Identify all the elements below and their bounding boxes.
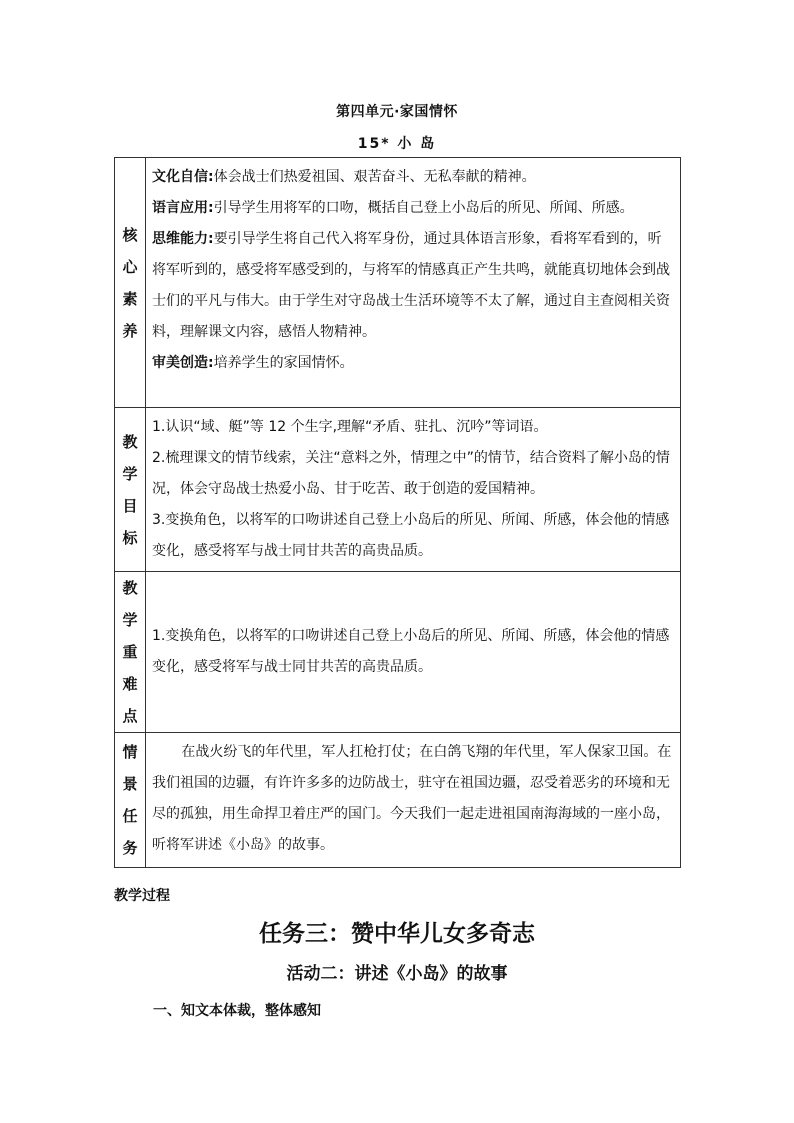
label-char: 任 [122,807,138,825]
unit-title: 第四单元·家国情怀 [336,104,458,120]
item-text: 引导学生用将军的口吻，概括自己登上小岛后的所见、所闻、所感。 [213,200,634,216]
item-key: 思维能力: [152,231,214,247]
core-item-aesthetic [152,348,674,379]
table-row-teaching-goals [115,408,681,572]
label-char: 核 [122,225,138,244]
core-item-culture [152,162,674,193]
key-points-label [115,572,146,733]
item-text: 要引导学生将自己代入将军身份，通过具体语言形象，看将军看到的，听将军听到的，感受将军感受到的，与将军的情感真正产生共鸣，就能真切地体会到战士们的平凡与伟大。由于学生对守岛战士生活环境等不太了解，通过自主查阅相关资料，理解课文内容，感悟人物精神。 [152,231,670,340]
lesson-plan-table [114,157,681,868]
label-char: 教 [122,579,138,597]
label-char: 学 [122,611,138,629]
label-char: 目 [122,496,138,515]
label-char: 情 [122,743,138,761]
task-title: 任务三：赞中华儿女多奇志 [259,920,535,947]
scenario-task-label [115,733,146,868]
table-row-core-literacy [115,158,681,408]
item-key: 语言应用: [152,200,214,216]
teaching-goals-label [115,408,146,572]
label-char: 学 [122,464,138,483]
key-point-item: 1.变换角色，以将军的口吻讲述自己登上小岛后的所见、所闻、所感，体会他的情感变化，感受将军与战士同甘共苦的高贵品质。 [152,628,670,675]
label-char: 难 [122,675,138,693]
section-title: 一、知文本体裁，整体感知 [153,1003,321,1019]
label-char: 务 [122,839,138,857]
label-char: 重 [122,643,138,661]
core-literacy-label [115,158,146,408]
item-text: 培养学生的家国情怀。 [213,355,354,371]
label-char: 养 [122,321,138,340]
label-char: 景 [122,775,138,793]
goal-item: 2.梳理课文的情节线索，关注“意料之外，情理之中”的情节，结合资料了解小岛的情况，体会守岛战士热爱小岛、甘于吃苦、敢于创造的爱国精神。 [152,450,670,497]
table-row-key-points [115,572,681,733]
core-item-language [152,193,674,224]
item-text: 体会战士们热爱祖国、艰苦奋斗、无私奉献的精神。 [213,169,536,185]
core-literacy-content [146,158,681,408]
label-char: 教 [122,432,138,451]
label-char: 点 [122,707,138,725]
item-key: 文化自信: [152,169,214,185]
item-key: 审美创造: [152,355,214,371]
lesson-title: 15* 小 岛 [357,136,437,152]
goal-item: 3.变换角色，以将军的口吻讲述自己登上小岛后的所见、所闻、所感，体会他的情感变化，感受将军与战士同甘共苦的高贵品质。 [152,512,670,559]
label-char: 标 [122,528,138,547]
process-heading: 教学过程 [114,888,170,904]
core-item-thinking [152,224,674,348]
activity-title: 活动二：讲述《小岛》的故事 [286,964,508,984]
label-char: 素 [122,289,138,308]
key-points-content [146,572,681,733]
label-char: 心 [122,257,138,276]
teaching-goals-content [146,408,681,572]
scenario-task-content [146,733,681,868]
table-row-scenario-task [115,733,681,868]
scenario-text: 在战火纷飞的年代里，军人扛枪打仗；在白鸽飞翔的年代里，军人保家卫国。在我们祖国的边疆，有许许多多的边防战士，驻守在祖国边疆，忍受着恶劣的环境和无尽的孤独，用生命捍卫着庄严的国门。今天我们一起走进祖国南海海域的一座小岛，听将军讲述《小岛》的故事。 [152,744,672,853]
goal-item: 1.认识“域、艇”等 12 个生字,理解“矛盾、驻扎、沉吟”等词语。 [152,419,548,435]
